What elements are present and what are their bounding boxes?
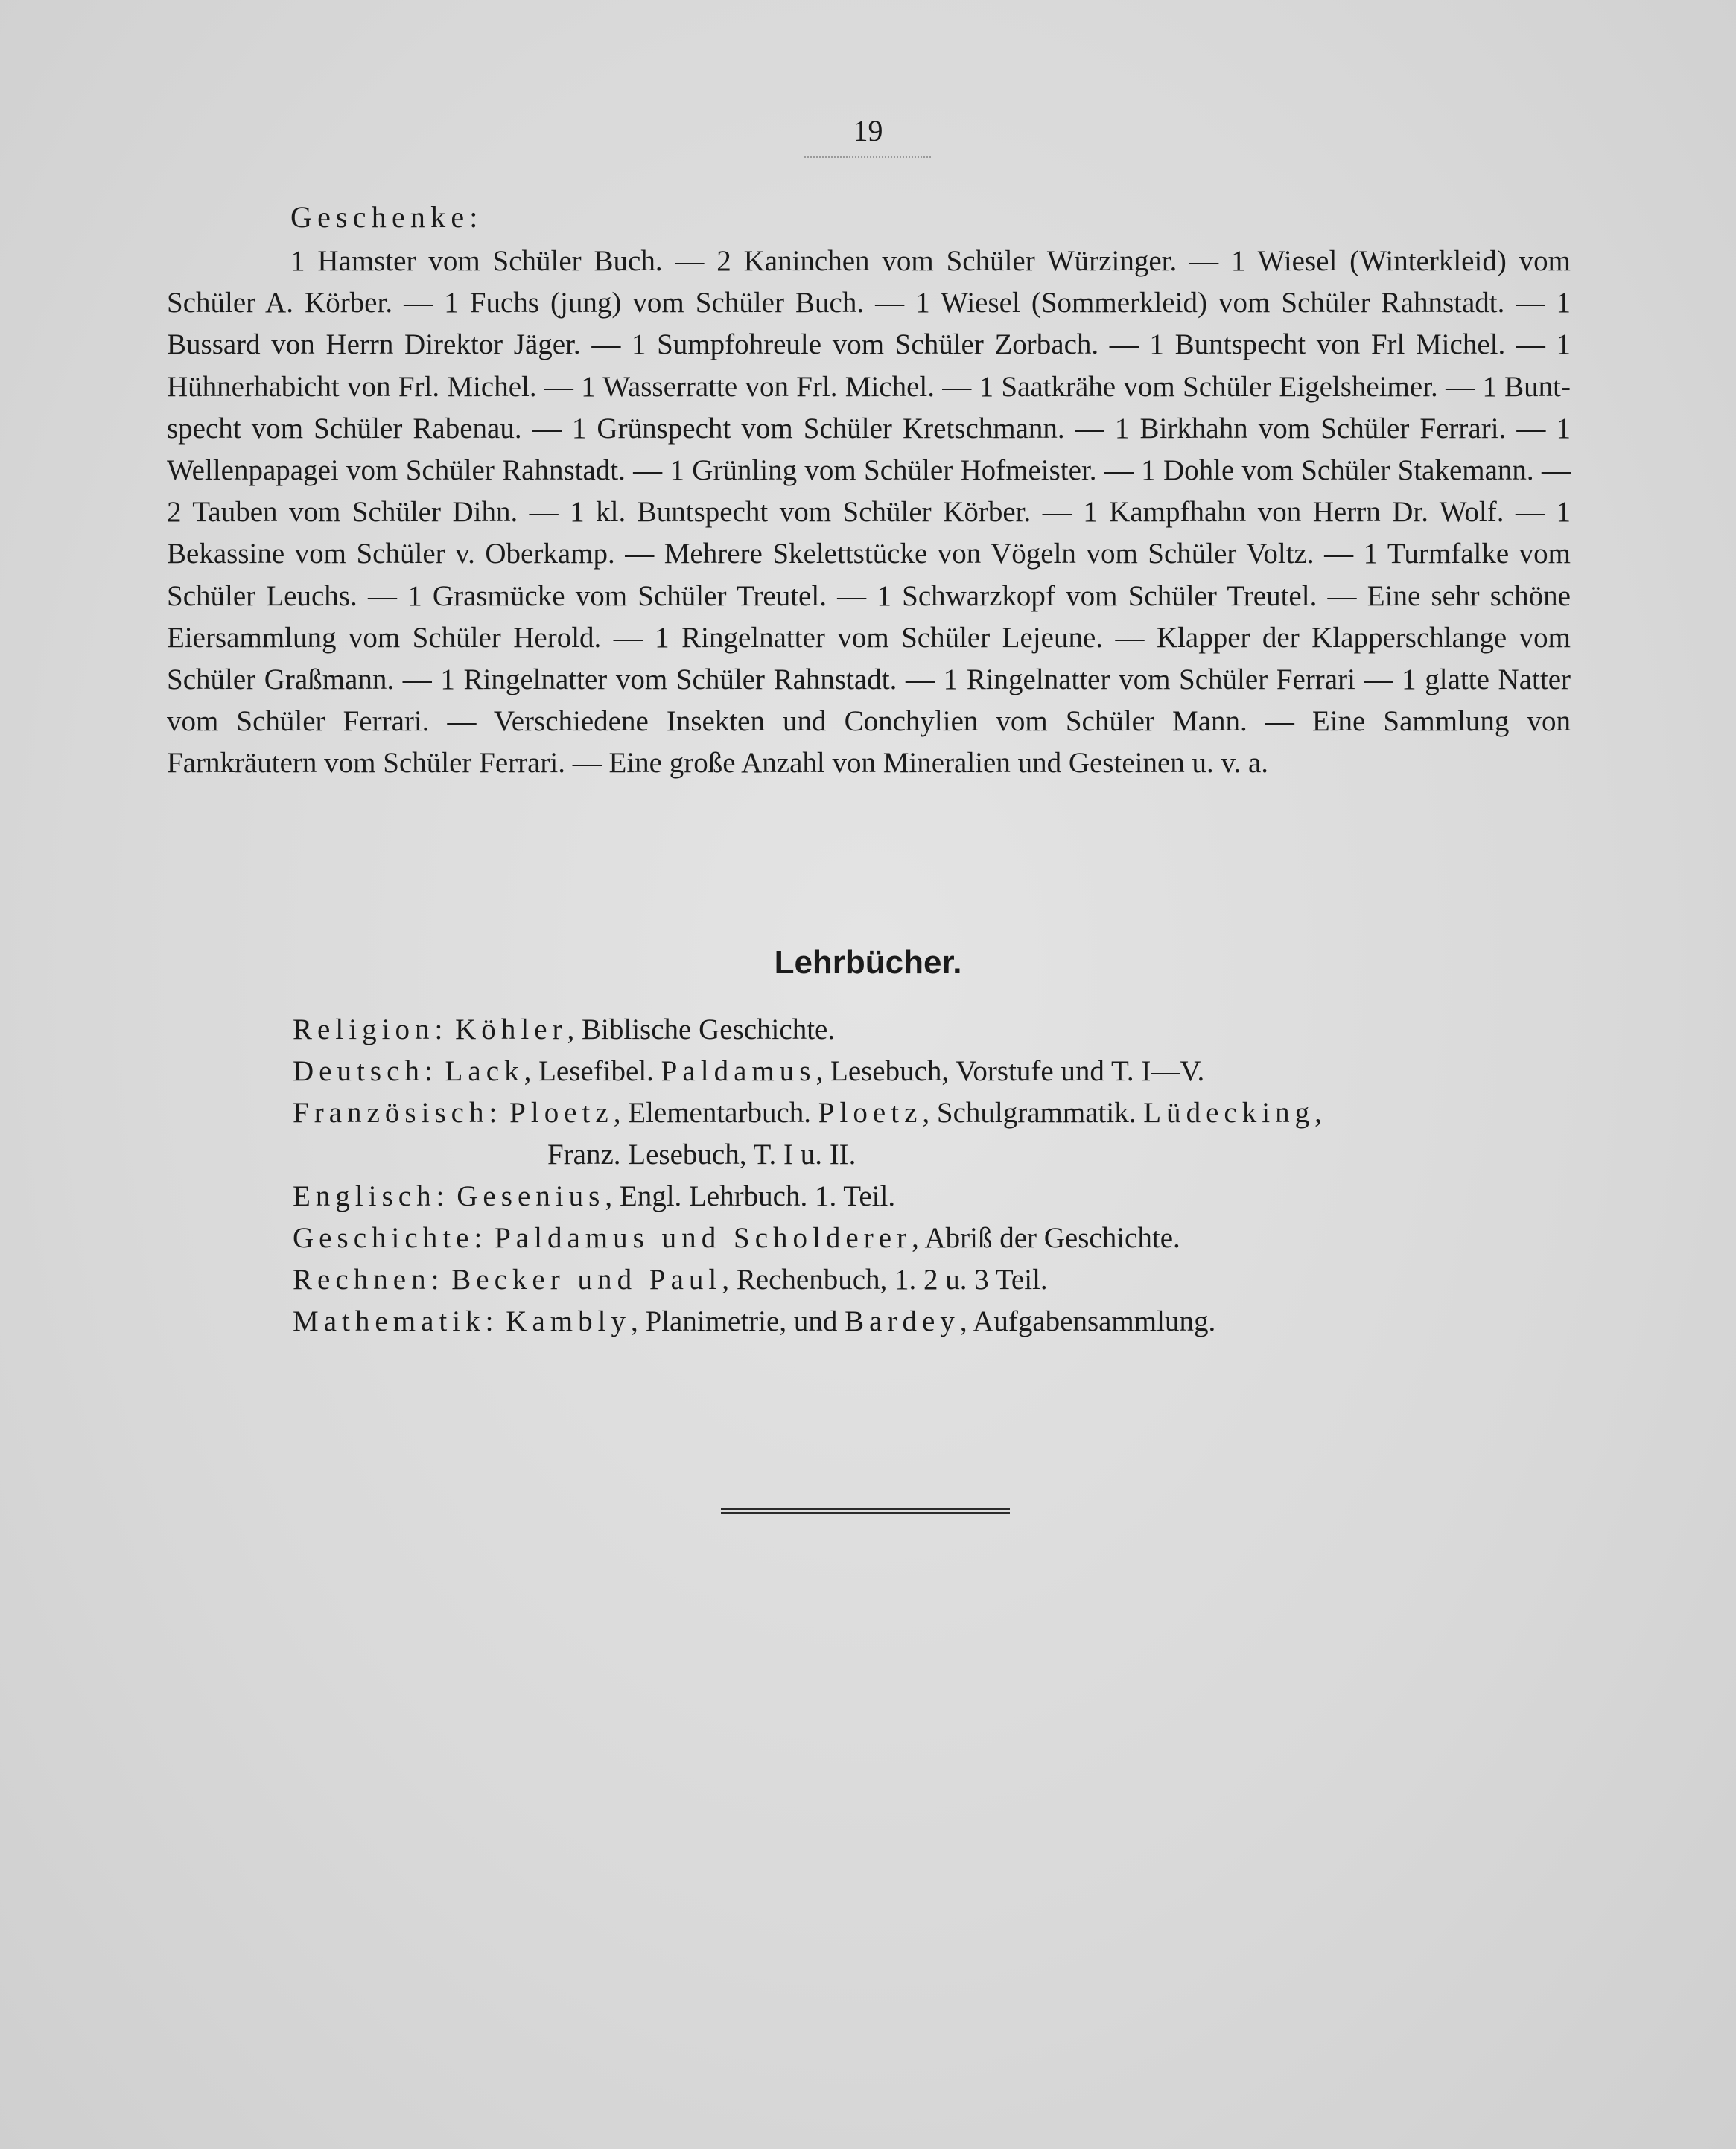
book-title: , Schulgrammatik. bbox=[922, 1097, 1144, 1129]
gifts-paragraph: 1 Hamster vom Schüler Buch. — 2 Kaninchen vom Schüler Würzinger. — 1 Wiesel (Winterkleid) vom Schüler A. Körber. — 1 Fuchs (jung) vom Schüler Buch. — 1 Wiesel (Sommerkleid) vom Schüler Rahnstadt. — 1 Bussard von Herrn Direktor Jäger. — 1 Sumpfohreule vom Schüler Zorbach. — 1 Buntspecht von Frl Michel. — 1 Hühnerhabicht von Frl. Michel. — 1 Wasserratte von Frl. Michel. — 1 Saatkrähe vom Schüler Eigelsheimer. — 1 Buntspecht vom Schüler Rabenau. — 1 Grünspecht vom Schüler Kretschmann. — 1 Birkhahn vom Schüler Ferrari. — 1 Wellenpapagei vom Schüler Rahnstadt. — 1 Grünling vom Schüler Hofmeister. — 1 Dohle vom Schüler Stakemann. — 2 Tauben vom Schüler Dihn. — 1 kl. Buntspecht vom Schüler Körber. — 1 Kampfhahn von Herrn Dr. Wolf. — 1 Bekassine vom Schüler v. Oberkamp. — Mehrere Skelettstücke von Vögeln vom Schüler Voltz. — 1 Turmfalke vom Schüler Leuchs. — 1 Grasmücke vom Schüler Treutel. — 1 Schwarzkopf vom Schüler Treutel. — Eine sehr schöne Eiersammlung vom Schüler Herold. — 1 Ringelnatter vom Schüler Lejeune. — Klapper der Klapperschlange vom Schüler Graßmann. — 1 Ringelnatter vom Schüler Rahnstadt. — 1 Ringelnatter vom Schüler Ferrari — 1 glatte Natter vom Schüler Ferrari. — Verschiedene Insekten und Conchylien vom Schüler Mann. — Eine Sammlung von Farnkräutern vom Schüler Ferrari. — Eine große Anzahl von Mineralien und Gesteinen u. v. a. bbox=[167, 245, 1571, 780]
author-name: Lack bbox=[445, 1055, 524, 1087]
book-title: , Lesebuch, Vorstufe und T. I—V. bbox=[815, 1055, 1205, 1087]
textbook-entry-englisch bbox=[293, 1176, 1574, 1217]
textbook-entry-geschichte bbox=[293, 1217, 1574, 1259]
subject-label: Religion: bbox=[293, 1013, 448, 1045]
author-name: Ploetz bbox=[818, 1097, 923, 1129]
book-title: , Rechenbuch, 1. 2 u. 3 Teil. bbox=[722, 1264, 1048, 1296]
subject-label: Englisch: bbox=[293, 1180, 450, 1212]
subject-label: Geschichte: bbox=[293, 1222, 488, 1254]
textbook-entry-rechnen bbox=[293, 1259, 1574, 1301]
author-name: Köhler bbox=[455, 1013, 567, 1045]
book-title: , Biblische Geschichte. bbox=[567, 1013, 836, 1045]
subject-label: Mathematik: bbox=[293, 1305, 499, 1337]
book-title: , Engl. Lehrbuch. 1. Teil. bbox=[605, 1180, 896, 1212]
subject-label: Rechnen: bbox=[293, 1264, 445, 1296]
textbook-entry-mathematik bbox=[293, 1301, 1574, 1343]
book-title: , Aufgabensammlung. bbox=[959, 1305, 1216, 1337]
author-name: Bardey bbox=[845, 1305, 960, 1337]
page-number: 19 bbox=[853, 114, 883, 147]
author-name: Gesenius bbox=[457, 1180, 605, 1212]
book-title: , Lesefibel. bbox=[524, 1055, 661, 1087]
subject-label: Französisch: bbox=[293, 1097, 503, 1129]
textbook-entry-franzoesisch-continuation: Franz. Lesebuch, T. I u. II. bbox=[547, 1139, 856, 1171]
book-title: , Elementarbuch. bbox=[613, 1097, 818, 1129]
subject-label: Deutsch: bbox=[293, 1055, 438, 1087]
textbook-list bbox=[293, 1009, 1574, 1343]
textbooks-heading: Lehrbücher. bbox=[774, 944, 962, 981]
book-title: , Abriß der Geschichte. bbox=[912, 1222, 1180, 1254]
gifts-heading: Geschenke: bbox=[290, 200, 483, 234]
author-name: Becker und Paul bbox=[451, 1264, 722, 1296]
page-number-ornament bbox=[804, 156, 931, 158]
author-name: Lüdecking bbox=[1143, 1097, 1315, 1129]
author-name: Ploetz bbox=[509, 1097, 614, 1129]
textbook-entry-deutsch bbox=[293, 1051, 1574, 1092]
closing-rule bbox=[721, 1508, 1010, 1514]
author-name: Kambly bbox=[506, 1305, 632, 1337]
textbook-entry-franzoesisch bbox=[293, 1092, 1574, 1134]
book-title: , Planimetrie, und bbox=[631, 1305, 845, 1337]
textbook-entry-religion bbox=[293, 1009, 1574, 1051]
author-name: Paldamus und Scholderer bbox=[495, 1222, 912, 1254]
punctuation: , bbox=[1314, 1097, 1322, 1129]
author-name: Paldamus bbox=[661, 1055, 816, 1087]
